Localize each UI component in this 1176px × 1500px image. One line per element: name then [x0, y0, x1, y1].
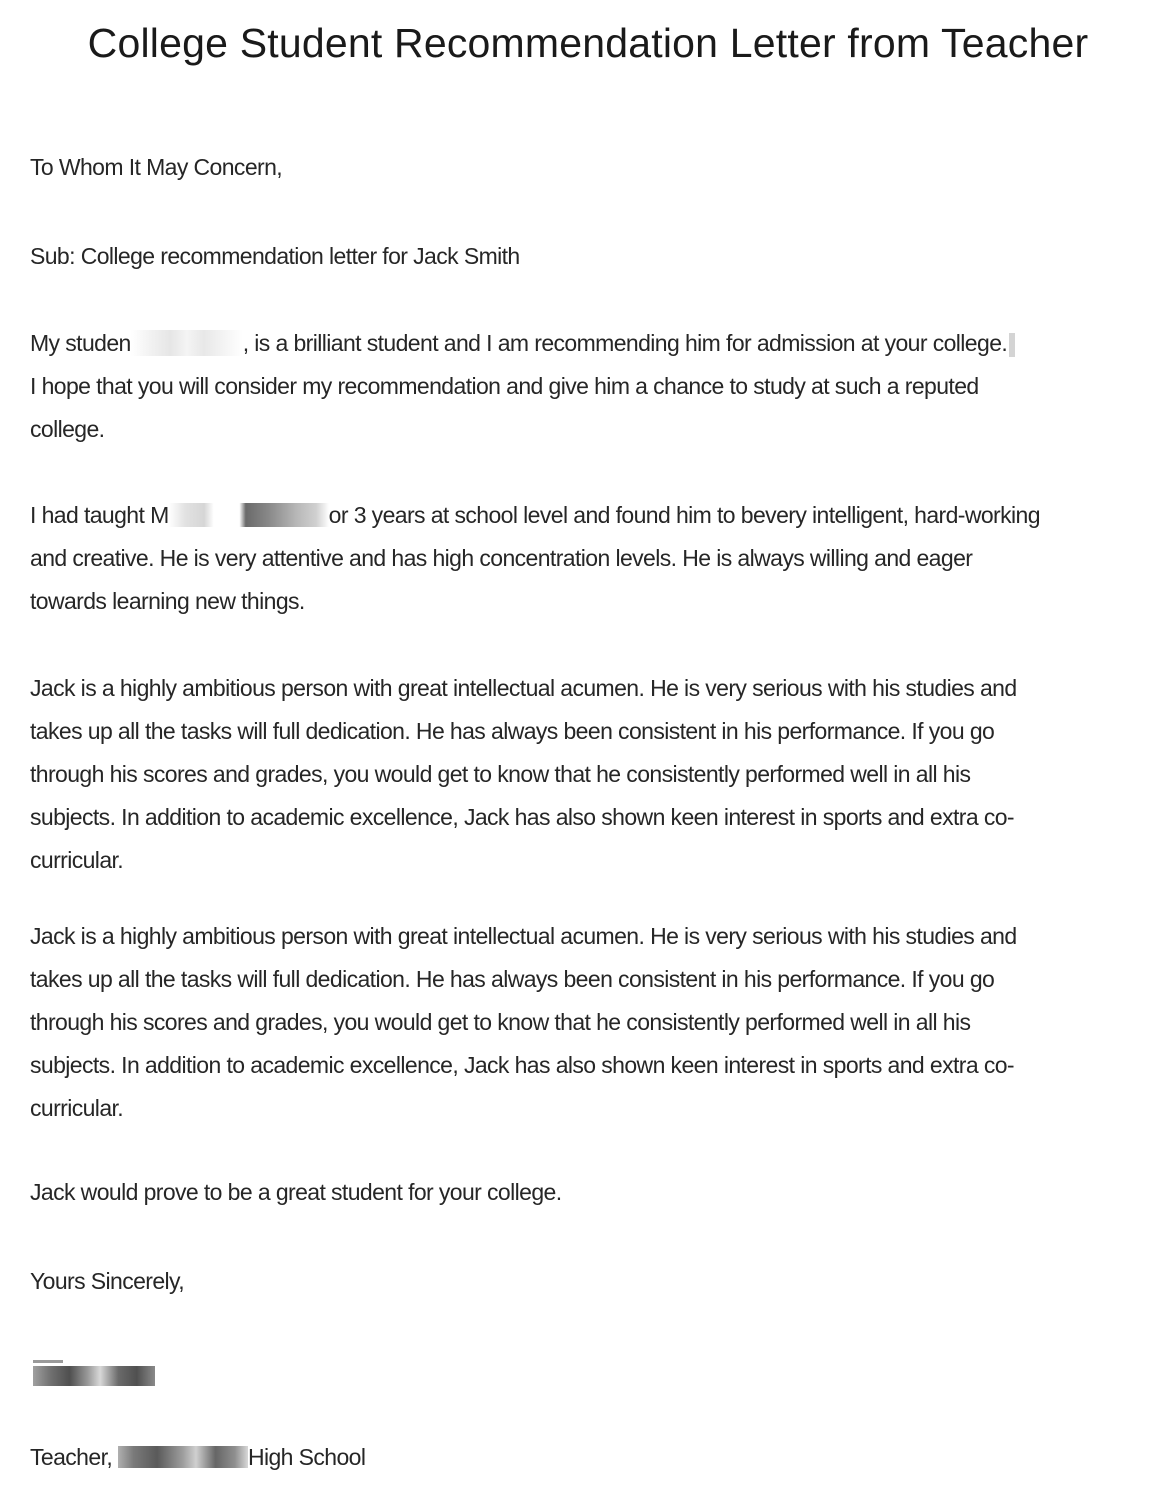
- paragraph-line: through his scores and grades, you would get to know that he consistently performed well in all his: [30, 761, 971, 787]
- paragraph-line: Jack is a highly ambitious person with great intellectual acumen. He is very serious with his studies and: [30, 923, 1017, 949]
- paragraph-teaching: [30, 494, 1155, 623]
- text-fragment: I had taught M: [30, 502, 169, 528]
- text-fragment: High School: [247, 1444, 366, 1470]
- paragraph-qualities: [30, 667, 1155, 882]
- paragraph-line: college.: [30, 416, 105, 442]
- text-fragment: , is a brilliant student and I am recommending him for admission at your college.: [242, 330, 1008, 356]
- text-cursor: [1009, 333, 1015, 357]
- paragraph-line: curricular.: [30, 1095, 124, 1121]
- sign-off: Yours Sincerely,: [30, 1268, 185, 1294]
- text-fragment: or 3 years at school level and found him to bevery intelligent, hard-working: [328, 502, 1040, 528]
- signature-title: [30, 1444, 365, 1471]
- redaction-block: [33, 1366, 155, 1386]
- paragraph-line: subjects. In addition to academic excellence, Jack has also shown keen interest in sports and extra co-: [30, 1052, 1014, 1078]
- salutation: To Whom It May Concern,: [30, 154, 283, 180]
- paragraph-line: I hope that you will consider my recommendation and give him a chance to study at such a reputed: [30, 373, 979, 399]
- paragraph-line: [30, 322, 1155, 365]
- subject-line: Sub: College recommendation letter for Jack Smith: [30, 243, 520, 269]
- redacted-teacher-name: [33, 1366, 155, 1386]
- paragraph-intro: [30, 322, 1155, 451]
- paragraph-line: subjects. In addition to academic excellence, Jack has also shown keen interest in sports and extra co-: [30, 804, 1014, 830]
- redacted-student-name: [169, 503, 329, 527]
- paragraph-line: [30, 494, 1155, 537]
- paragraph-line: curricular.: [30, 847, 124, 873]
- paragraph-line: and creative. He is very attentive and has high concentration levels. He is always willing and eager: [30, 545, 973, 571]
- paragraph-line: takes up all the tasks will full dedication. He has always been consistent in his performance. If you go: [30, 718, 995, 744]
- paragraph-line: towards learning new things.: [30, 588, 305, 614]
- paragraph-line: Jack is a highly ambitious person with great intellectual acumen. He is very serious with his studies and: [30, 675, 1017, 701]
- text-fragment: My studen: [30, 330, 131, 356]
- redacted-school-name: [118, 1446, 248, 1468]
- redacted-student-name: [131, 330, 243, 356]
- redaction-artifact: [33, 1360, 63, 1363]
- text-fragment: Teacher,: [30, 1444, 118, 1470]
- paragraph-line: takes up all the tasks will full dedication. He has always been consistent in his performance. If you go: [30, 966, 995, 992]
- document-title: College Student Recommendation Letter from Teacher: [87, 20, 1089, 66]
- paragraph-qualities-repeat: [30, 915, 1155, 1130]
- paragraph-line: through his scores and grades, you would get to know that he consistently performed well in all his: [30, 1009, 971, 1035]
- closing-line: Jack would prove to be a great student for your college.: [30, 1179, 562, 1205]
